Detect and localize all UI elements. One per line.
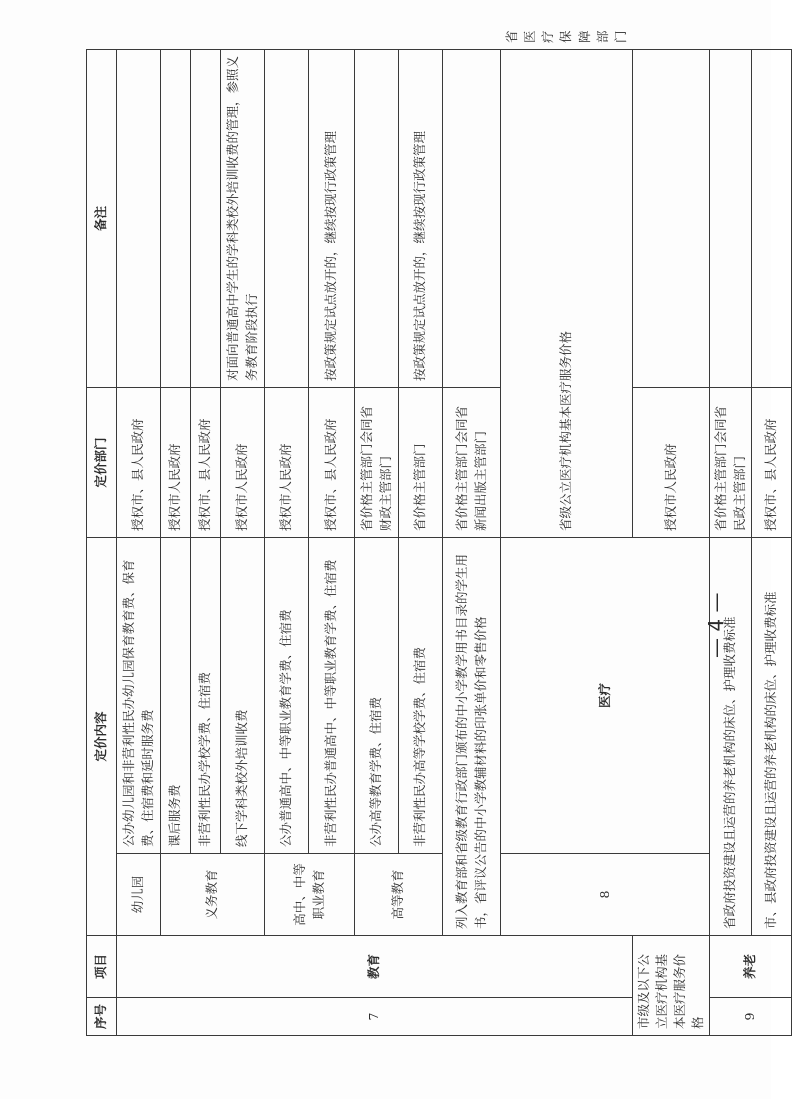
header-content: 定价内容 [87,537,117,935]
seq-9: 9 [710,998,791,1036]
note-prov-elder [710,49,751,387]
table-row: 8 医疗 省级公立医疗机构基本医疗服务价格 省医疗保障部门 [501,49,633,1035]
page-number: — 4 — [704,592,728,658]
note-kindergarten [117,49,161,387]
sub-kindergarten: 幼儿园 [117,854,161,936]
seq-8: 8 [501,854,710,936]
rotated-table-frame [86,30,779,1036]
dept-private-compulsory: 授权市、县人民政府 [191,387,221,537]
content-public-high: 公办普通高中、中等职业教育学费、住宿费 [265,537,309,853]
content-public-higher: 公办高等教育学费、住宿费 [355,537,399,853]
table-row [443,49,501,1035]
dept-public-higher: 省价格主管部门会同省财政主管部门 [355,387,399,537]
dept-afterschool: 授权市人民政府 [161,387,191,537]
table-row [265,49,309,1035]
sub-highschool: 高中、中等职业教育 [265,854,355,936]
note-public-higher [355,49,399,387]
content-prov-elder: 省政府投资建设且运营的养老机构的床位、护理收费标准 [710,537,751,935]
header-seq: 序号 [87,998,117,1036]
table-row [710,49,751,1035]
content-offline-tutoring: 线下学科类校外培训收费 [221,537,265,853]
header-note: 备注 [87,49,117,387]
dept-public-high: 授权市人民政府 [265,387,309,537]
content-prov-medical: 省级公立医疗机构基本医疗服务价格 [501,49,633,537]
project-elderly: 养老 [710,936,791,998]
note-private-high: 按政策规定试点放开的，继续按现行政策管理 [309,49,355,387]
dept-textbook: 省价格主管部门会同省新闻出版主管部门 [443,387,501,537]
dept-city-medical: 授权市人民政府 [632,387,710,537]
note-afterschool [161,49,191,387]
content-city-elder: 市、县政府投资建设且运营的养老机构的床位、护理收费标准 [751,537,791,935]
seq-7: 7 [117,998,633,1036]
dept-city-elder: 授权市、县人民政府 [751,387,791,537]
content-private-compulsory: 非营利性民办学校学费、住宿费 [191,537,221,853]
header-project: 项目 [87,936,117,998]
content-kindergarten: 公办幼儿园和非营利性民办幼儿园保育教育费、保育费、住宿费和延时服务费 [117,537,161,853]
content-private-higher: 非营利性民办高等学校学费、住宿费 [399,537,443,853]
note-textbook [443,49,501,387]
note-private-compulsory [191,49,221,387]
pricing-table [86,30,792,1036]
header-dept: 定价部门 [87,387,117,537]
table-row [355,49,399,1035]
note-private-higher: 按政策规定试点放开的，继续按现行政策管理 [399,49,443,387]
project-medical: 医疗 [501,537,710,853]
dept-prov-elder: 省价格主管部门会同省民政主管部门 [710,387,751,537]
note-offline-tutoring: 对面向普通高中学生的学科类校外培训收费的管理，参照义务教育阶段执行 [221,49,265,387]
note-city-elder [751,49,791,387]
note-city-medical [632,49,710,387]
dept-private-higher: 省价格主管部门 [399,387,443,537]
content-private-high: 非营利性民办普通高中、中等职业教育学费、住宿费 [309,537,355,853]
dept-kindergarten: 授权市、县人民政府 [117,387,161,537]
content-textbook: 列入教育部和省级教育行政部门颁布的中小学教学用书目录的学生用书，省评议公告的中小学教辅材料的印张单价和零售价格 [443,537,501,935]
project-education: 教育 [117,936,633,998]
note-public-high [265,49,309,387]
dept-offline-tutoring: 授权市人民政府 [221,387,265,537]
page-footer [696,548,736,668]
content-afterschool: 课后服务费 [161,537,191,853]
table-row [751,49,791,1035]
sub-higher: 高等教育 [355,854,443,936]
sub-compulsory: 义务教育 [161,854,265,936]
content-city-medical: 市级及以下公立医疗机构基本医疗服务价格 [632,936,710,1036]
table-row [161,49,191,1035]
table-header-row [87,49,117,1035]
table-row [117,49,161,1035]
dept-private-high: 授权市、县人民政府 [309,387,355,537]
